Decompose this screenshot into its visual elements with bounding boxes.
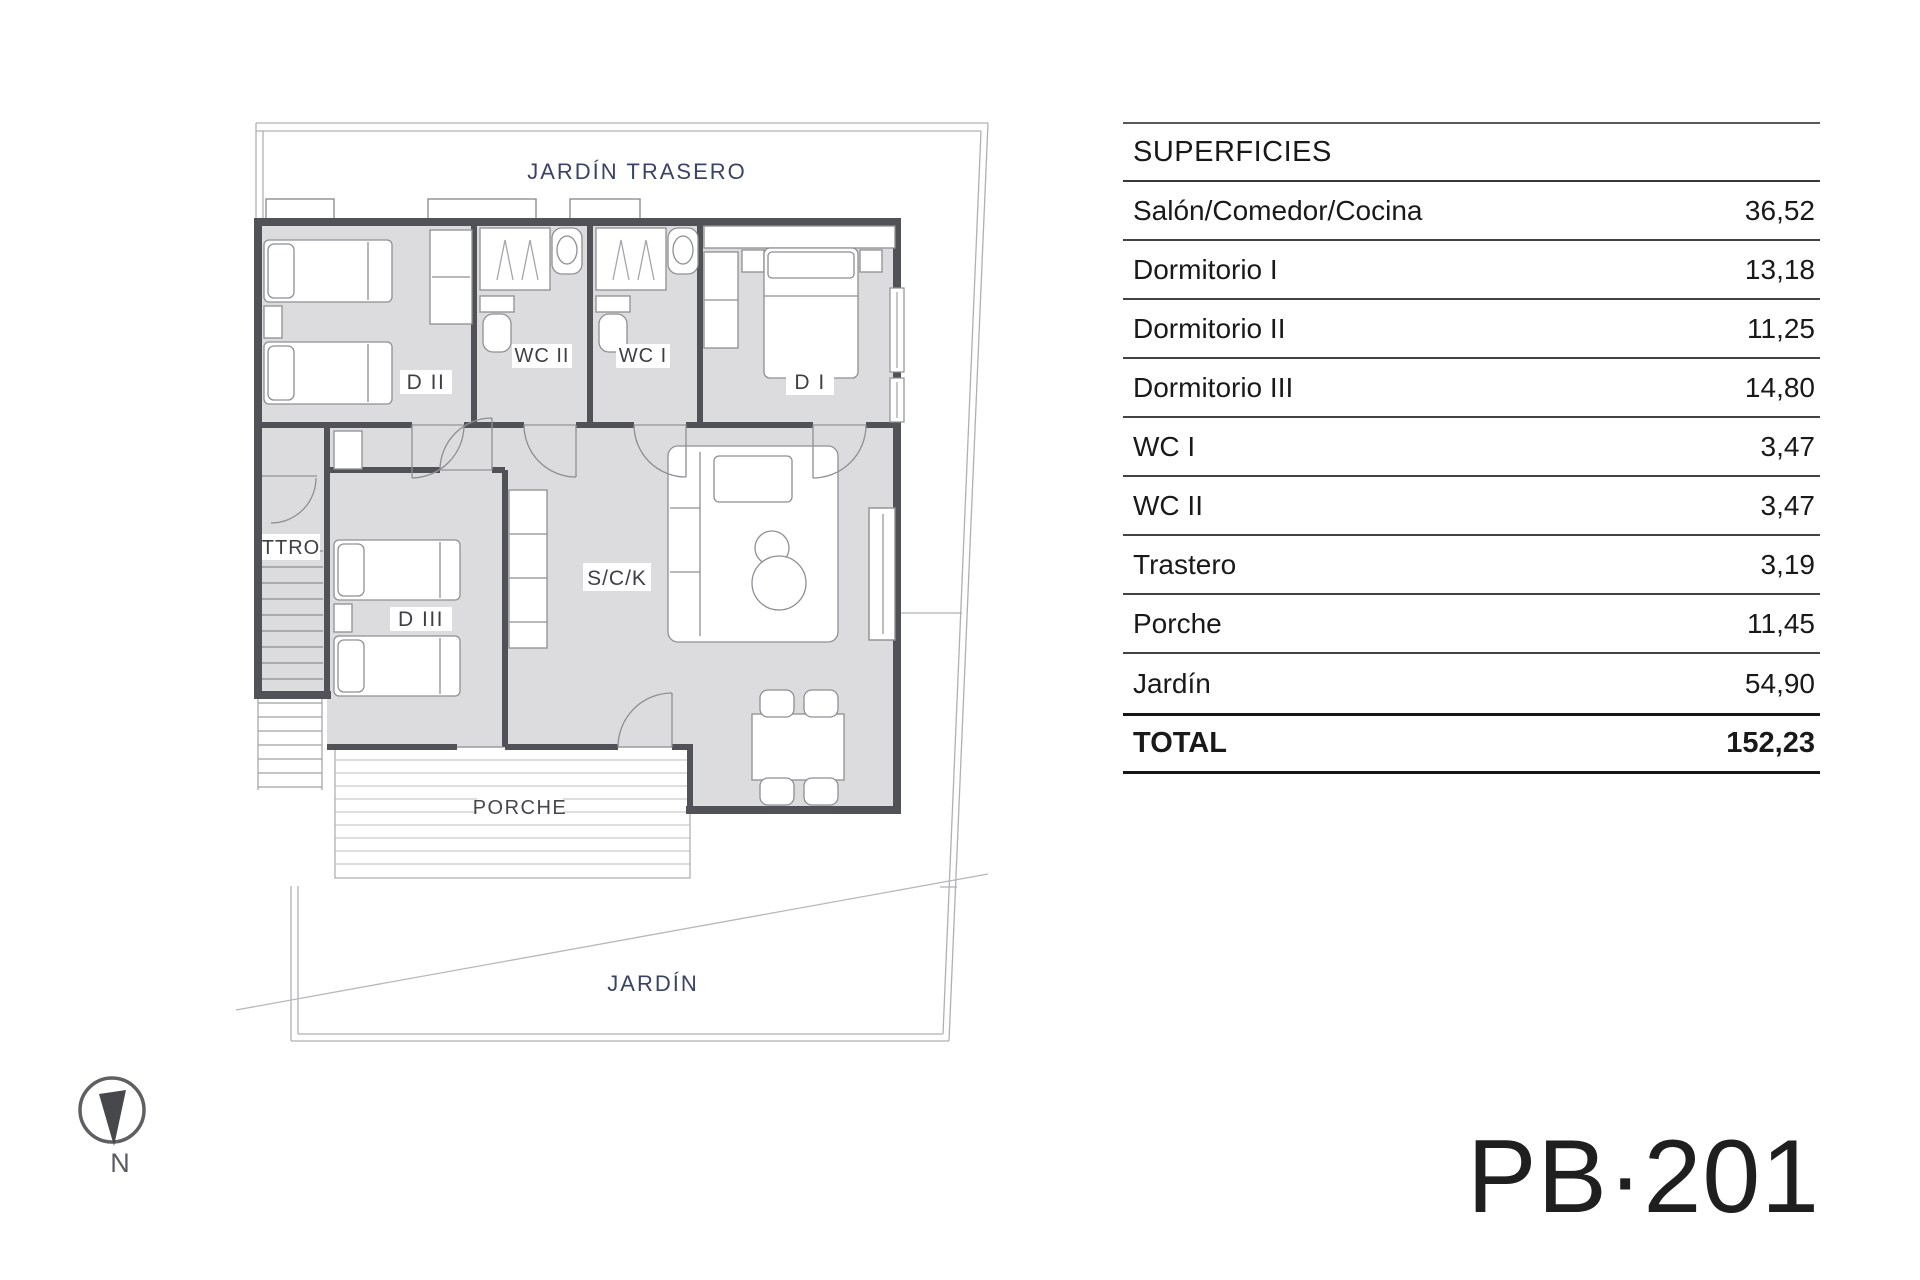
surfaces-table — [1123, 122, 1820, 774]
room-label-sck: S/C/K — [587, 567, 647, 590]
table-row — [1123, 182, 1820, 241]
room-label-d2: D II — [406, 371, 446, 394]
shower-wc1 — [596, 228, 666, 290]
dining-table — [752, 714, 844, 780]
surfaces-table-header: SUPERFICIES — [1123, 122, 1820, 182]
room-label-wc2: WC II — [514, 345, 570, 367]
room-label-d1: D I — [794, 371, 826, 394]
nightstand-d1-left — [742, 250, 764, 272]
room-name-cell: Dormitorio I — [1133, 253, 1278, 285]
table-row — [1123, 536, 1820, 595]
shower-wc2 — [480, 228, 550, 290]
sliding-door-living — [869, 508, 895, 640]
unit-code: PB·201 — [1467, 1119, 1820, 1235]
area-value-cell: 14,80 — [1744, 371, 1815, 403]
area-value-cell: 3,47 — [1760, 430, 1815, 462]
compass-north-label: N — [110, 1148, 130, 1178]
table-row — [1123, 477, 1820, 536]
side-table-large — [752, 556, 806, 610]
dining-chair — [804, 690, 838, 717]
room-name-cell: Trastero — [1133, 548, 1237, 580]
dining-chair — [804, 778, 838, 805]
table-total-row — [1123, 713, 1820, 774]
total-value-cell: 152,23 — [1726, 727, 1815, 759]
wardrobe-d3 — [334, 431, 362, 469]
nightstand-d2 — [264, 306, 282, 338]
table-row — [1123, 418, 1820, 477]
room-name-cell: Salón/Comedor/Cocina — [1133, 194, 1423, 226]
table-row — [1123, 359, 1820, 418]
room-label-ttro: TTRO — [261, 537, 321, 559]
compass-needle-icon — [99, 1090, 126, 1146]
total-label-cell: TOTAL — [1133, 727, 1227, 759]
area-value-cell: 3,19 — [1760, 548, 1815, 580]
kitchen-counter — [509, 490, 547, 648]
room-name-cell: Dormitorio III — [1133, 371, 1294, 403]
dining-chair — [760, 778, 794, 805]
area-value-cell: 11,25 — [1747, 312, 1815, 344]
room-name-cell: Porche — [1133, 607, 1222, 639]
table-row — [1123, 654, 1820, 713]
area-value-cell: 54,90 — [1744, 667, 1815, 699]
room-label-d3: D III — [397, 608, 445, 631]
table-row — [1123, 300, 1820, 359]
table-row — [1123, 241, 1820, 300]
area-value-cell: 11,45 — [1747, 607, 1815, 639]
room-name-cell: Jardín — [1133, 667, 1211, 699]
back-garden-label: JARDÍN TRASERO — [527, 159, 747, 184]
exterior-steps — [258, 699, 322, 790]
closet-band-d1 — [704, 226, 895, 248]
north-compass — [80, 1078, 144, 1178]
nightstand-d1-right — [860, 250, 882, 272]
armchair — [714, 456, 792, 502]
area-value-cell: 3,47 — [1760, 489, 1815, 521]
nightstand-d3 — [334, 604, 352, 632]
room-label-wc1: WC I — [618, 345, 668, 367]
toilet-wc1 — [596, 296, 630, 312]
room-name-cell: Dormitorio II — [1133, 312, 1286, 344]
table-row — [1123, 595, 1820, 654]
porch-label: PORCHE — [472, 797, 568, 819]
toilet-wc2 — [480, 296, 514, 312]
area-value-cell: 36,52 — [1744, 194, 1815, 226]
area-value-cell: 13,18 — [1744, 253, 1815, 285]
garden-label: JARDÍN — [607, 971, 699, 996]
dining-chair — [760, 690, 794, 717]
room-name-cell: WC II — [1133, 489, 1203, 521]
room-name-cell: WC I — [1133, 430, 1196, 462]
